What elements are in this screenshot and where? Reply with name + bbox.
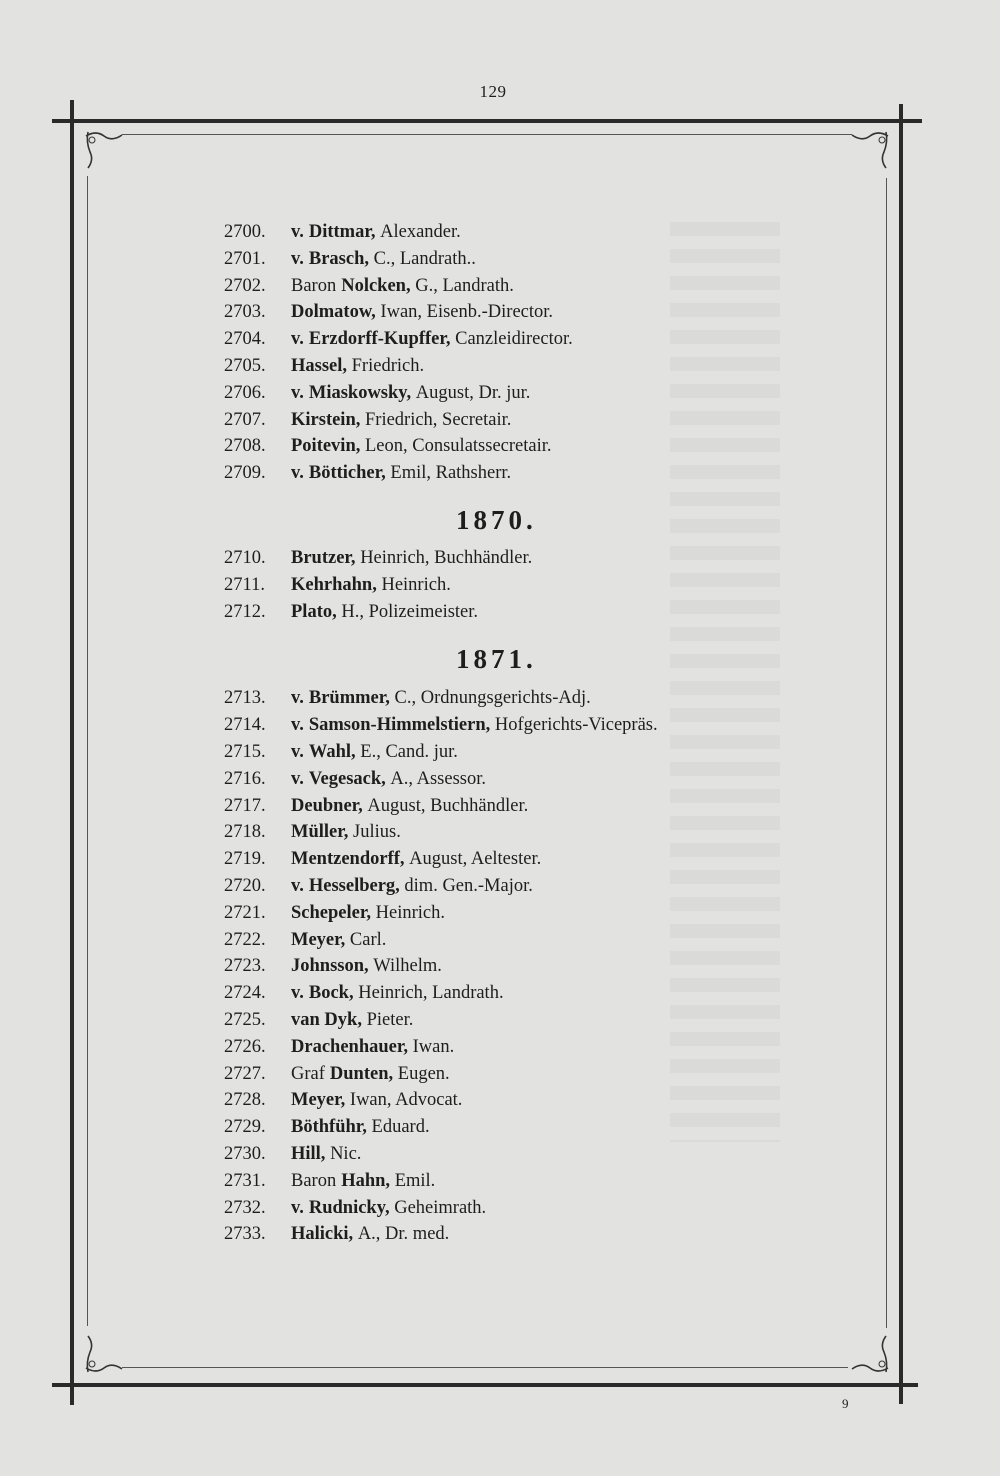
entry-surname: Schepeler, xyxy=(291,902,371,923)
entry-number: 2730. xyxy=(224,1143,266,1164)
register-entry xyxy=(224,410,784,437)
inner-bottom-line xyxy=(122,1367,848,1368)
register-entry xyxy=(224,302,784,329)
entry-number: 2718. xyxy=(224,822,266,843)
register-entry xyxy=(224,222,784,249)
entry-details: Heinrich, Landrath. xyxy=(358,983,504,1004)
entry-surname: Vegesack, xyxy=(308,768,386,789)
entry-details: E., Cand. jur. xyxy=(360,741,458,762)
border-bottom-rule xyxy=(52,1383,918,1387)
register-entry xyxy=(224,249,784,276)
entry-details: Emil, Rathsherr. xyxy=(390,463,512,484)
entry-details: Iwan. xyxy=(412,1036,455,1057)
entry-prefix: v. xyxy=(291,768,304,789)
entry-surname: Drachenhauer, xyxy=(291,1036,408,1057)
entry-details: Leon, Consulatssecretair. xyxy=(365,436,552,457)
entry-number: 2709. xyxy=(224,463,266,484)
entry-details: Heinrich, Buchhändler. xyxy=(360,547,533,568)
entry-surname: Dittmar, xyxy=(308,222,376,242)
entry-details: Eduard. xyxy=(371,1117,430,1138)
entry-surname: Hesselberg, xyxy=(308,875,400,896)
corner-ornament-icon xyxy=(850,128,892,170)
entry-number: 2728. xyxy=(224,1090,266,1111)
entry-surname: Dunten, xyxy=(329,1063,394,1084)
entry-details: Wilhelm. xyxy=(373,956,442,977)
entry-details: Nic. xyxy=(330,1143,362,1164)
entry-number: 2700. xyxy=(224,222,266,242)
entry-number: 2721. xyxy=(224,902,266,923)
entry-surname: Plato, xyxy=(291,601,337,622)
entry-details: Eugen. xyxy=(397,1063,450,1084)
register-entry xyxy=(224,1171,784,1198)
entry-surname: Böthführ, xyxy=(291,1117,367,1138)
entry-details: August, Aeltester. xyxy=(409,849,542,870)
entry-surname: Brümmer, xyxy=(308,688,390,709)
entry-details: August, Dr. jur. xyxy=(415,382,531,403)
entry-number: 2701. xyxy=(224,248,266,269)
register-entry xyxy=(224,1064,784,1091)
entry-number: 2731. xyxy=(224,1170,266,1191)
inner-top-line xyxy=(122,134,852,135)
entry-prefix: v. xyxy=(291,741,304,762)
entry-details: Heinrich. xyxy=(381,574,451,595)
entry-number: 2727. xyxy=(224,1063,266,1084)
register-entry xyxy=(224,548,784,575)
register-entry xyxy=(224,436,784,463)
entry-prefix: v. xyxy=(291,248,304,269)
border-top-rule xyxy=(52,119,922,123)
entry-number: 2729. xyxy=(224,1117,266,1138)
entry-details: A., Assessor. xyxy=(390,768,487,789)
register-entry xyxy=(224,1198,784,1225)
entry-number: 2710. xyxy=(224,547,266,568)
entry-prefix: v. xyxy=(291,329,304,350)
entry-details: Emil. xyxy=(394,1170,436,1191)
register-entry xyxy=(224,329,784,356)
entry-number: 2726. xyxy=(224,1036,266,1057)
register-entry xyxy=(224,575,784,602)
entry-surname: Hill, xyxy=(291,1143,326,1164)
entry-details: Canzleidirector. xyxy=(455,329,573,350)
entry-number: 2725. xyxy=(224,1009,266,1030)
entry-number: 2711. xyxy=(224,574,265,595)
register-entry xyxy=(224,796,784,823)
register-entry xyxy=(224,956,784,983)
entry-details: Geheimrath. xyxy=(394,1197,487,1218)
entry-details: A., Dr. med. xyxy=(357,1224,450,1245)
entry-surname: Halicki, xyxy=(291,1224,354,1245)
entry-prefix: v. xyxy=(291,715,304,736)
register-entry xyxy=(224,983,784,1010)
page-number: 129 xyxy=(479,82,507,101)
entry-details: August, Buchhändler. xyxy=(367,795,529,816)
entry-surname: Müller, xyxy=(291,822,349,843)
entry-prefix: v. xyxy=(291,983,304,1004)
entry-prefix: v. xyxy=(291,463,304,484)
entry-surname: Bötticher, xyxy=(308,463,386,484)
register-list xyxy=(224,222,784,1251)
register-entry xyxy=(224,602,784,629)
entry-details: Hofgerichts-Vicepräs. xyxy=(494,715,658,736)
entry-details: C., Ordnungsgerichts-Adj. xyxy=(394,688,591,709)
entry-number: 2720. xyxy=(224,875,266,896)
entry-prefix: Baron xyxy=(291,1170,337,1191)
register-entry xyxy=(224,1090,784,1117)
register-entry xyxy=(224,876,784,903)
entry-prefix: Baron xyxy=(291,275,337,296)
register-entry xyxy=(224,463,784,490)
entry-surname: Meyer, xyxy=(291,1090,346,1111)
register-entry xyxy=(224,356,784,383)
entry-surname: Johnsson, xyxy=(291,956,369,977)
entry-surname: Wahl, xyxy=(308,741,356,762)
entry-number: 2708. xyxy=(224,436,266,457)
corner-ornament-icon xyxy=(850,1334,892,1376)
entry-surname: Hahn, xyxy=(341,1170,391,1191)
entry-prefix: v. xyxy=(291,688,304,709)
year-heading: 1870. xyxy=(456,504,537,535)
entry-surname: Bock, xyxy=(308,983,354,1004)
entry-details: Friedrich. xyxy=(351,355,425,376)
entry-number: 2707. xyxy=(224,409,266,430)
entry-number: 2716. xyxy=(224,768,266,789)
entry-surname: van Dyk, xyxy=(291,1009,362,1030)
register-entry xyxy=(224,1144,784,1171)
entry-details: Carl. xyxy=(349,929,387,950)
entry-number: 2722. xyxy=(224,929,266,950)
entry-number: 2732. xyxy=(224,1197,266,1218)
entry-number: 2712. xyxy=(224,601,266,622)
entry-prefix: v. xyxy=(291,1197,304,1218)
entry-details: G., Landrath. xyxy=(415,275,514,296)
entry-number: 2705. xyxy=(224,355,266,376)
entry-details: C., Landrath.. xyxy=(373,248,476,269)
entry-details: H., Polizeimeister. xyxy=(341,601,479,622)
entry-surname: Brutzer, xyxy=(291,547,356,568)
entry-number: 2724. xyxy=(224,983,266,1004)
entry-number: 2703. xyxy=(224,302,266,323)
entry-surname: Kehrhahn, xyxy=(291,574,377,595)
entry-details: dim. Gen.-Major. xyxy=(404,875,533,896)
entry-prefix: v. xyxy=(291,875,304,896)
entry-number: 2733. xyxy=(224,1224,266,1245)
entry-number: 2719. xyxy=(224,849,266,870)
register-entry xyxy=(224,715,784,742)
register-entry xyxy=(224,1010,784,1037)
register-entry xyxy=(224,822,784,849)
entry-details: Heinrich. xyxy=(375,902,445,923)
inner-left-line xyxy=(87,176,88,1326)
register-entry xyxy=(224,742,784,769)
entry-number: 2702. xyxy=(224,275,266,296)
entry-details: Iwan, Advocat. xyxy=(349,1090,463,1111)
border-left-rule xyxy=(70,100,74,1405)
inner-right-line xyxy=(886,178,887,1328)
register-entry xyxy=(224,930,784,957)
entry-prefix: Graf xyxy=(291,1063,325,1084)
register-entry xyxy=(224,383,784,410)
register-entry xyxy=(224,903,784,930)
register-entry xyxy=(224,688,784,715)
entry-surname: Deubner, xyxy=(291,795,363,816)
printer-signature: 9 xyxy=(842,1396,849,1411)
entry-details: Friedrich, Secretair. xyxy=(365,409,512,430)
entry-number: 2715. xyxy=(224,741,266,762)
year-heading: 1871. xyxy=(456,644,537,675)
entry-surname: Kirstein, xyxy=(291,409,361,430)
entry-surname: Nolcken, xyxy=(341,275,411,296)
register-entry xyxy=(224,1224,784,1251)
entry-surname: Samson-Himmelstiern, xyxy=(308,715,491,736)
entry-number: 2714. xyxy=(224,715,266,736)
entry-number: 2717. xyxy=(224,795,266,816)
entry-prefix: v. xyxy=(291,382,304,403)
entry-surname: Hassel, xyxy=(291,355,348,376)
entry-surname: Meyer, xyxy=(291,929,346,950)
register-entry xyxy=(224,1117,784,1144)
entry-surname: Mentzendorff, xyxy=(291,849,405,870)
corner-ornament-icon xyxy=(82,1334,124,1376)
register-entry xyxy=(224,276,784,303)
register-entry xyxy=(224,1037,784,1064)
entry-number: 2706. xyxy=(224,382,266,403)
entry-surname: Rudnicky, xyxy=(308,1197,390,1218)
entry-details: Iwan, Eisenb.-Director. xyxy=(380,302,554,323)
entry-surname: Brasch, xyxy=(308,248,369,269)
entry-details: Pieter. xyxy=(366,1009,414,1030)
register-entry xyxy=(224,769,784,796)
entry-details: Julius. xyxy=(353,822,401,843)
entry-surname: Dolmatow, xyxy=(291,302,376,323)
entry-surname: Miaskowsky, xyxy=(308,382,412,403)
entry-surname: Erzdorff-Kupffer, xyxy=(308,329,451,350)
entry-number: 2723. xyxy=(224,956,266,977)
entry-surname: Poitevin, xyxy=(291,436,361,457)
register-entry xyxy=(224,849,784,876)
corner-ornament-icon xyxy=(82,128,124,170)
entry-prefix: v. xyxy=(291,222,304,242)
entry-number: 2704. xyxy=(224,329,266,350)
entry-number: 2713. xyxy=(224,688,266,709)
border-right-rule xyxy=(899,104,903,1404)
entry-details: Alexander. xyxy=(380,222,461,242)
